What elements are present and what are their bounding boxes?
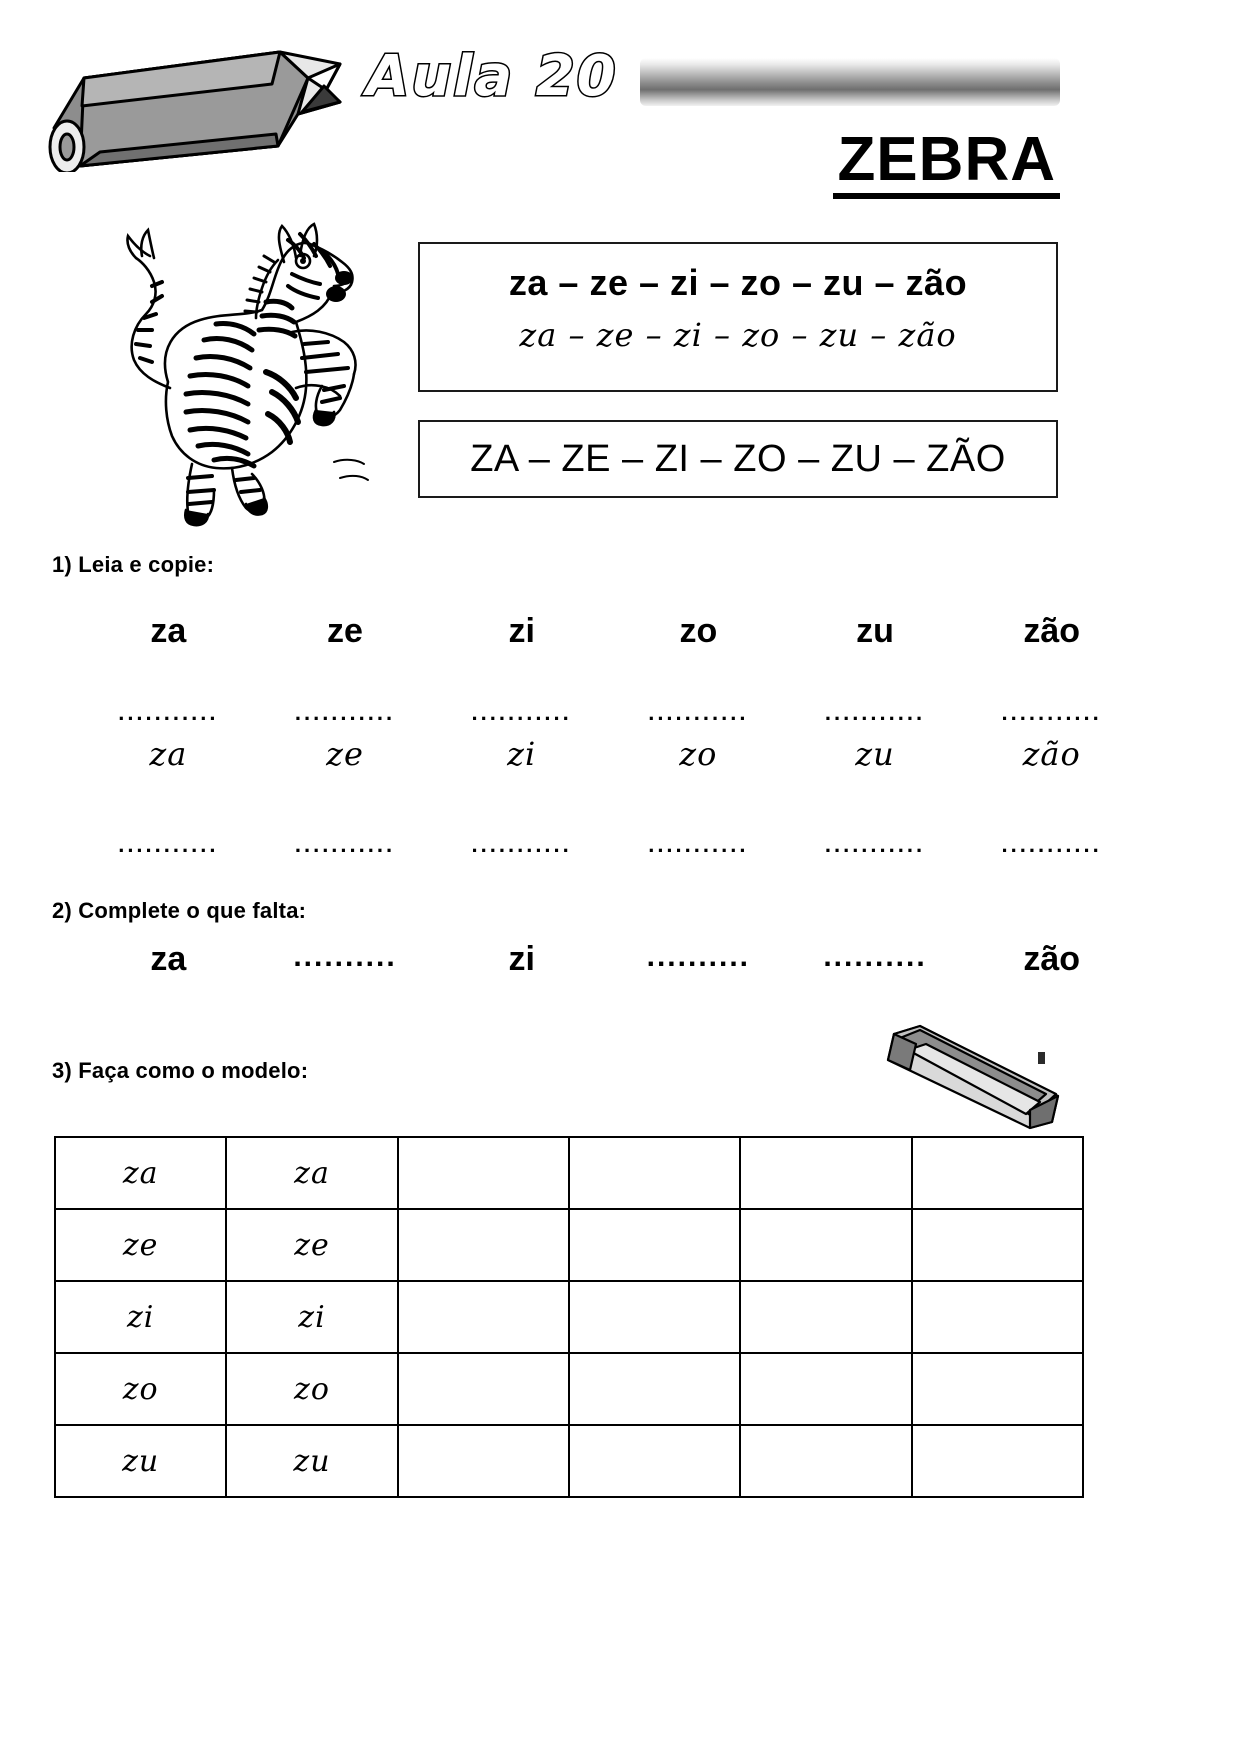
blank-cell[interactable] <box>912 1209 1083 1281</box>
syllable-box-uppercase <box>418 420 1058 498</box>
blank-cell[interactable] <box>912 1137 1083 1209</box>
syllable-print: zão <box>1023 612 1080 650</box>
syllable-blank[interactable]: .......... <box>293 940 397 973</box>
syllable-cursive: zão <box>1022 735 1081 773</box>
writing-line[interactable]: ........... <box>118 700 219 725</box>
table-row <box>55 1209 1083 1281</box>
syllable-print: ze <box>327 612 363 650</box>
exercise-1-writing-line-row-1 <box>80 700 1140 726</box>
syllable-row-print-upper: ZA – ZE – ZI – ZO – ZU – ZÃO <box>470 438 1006 480</box>
blank-cell[interactable] <box>912 1281 1083 1353</box>
blank-cell[interactable] <box>740 1209 911 1281</box>
blank-cell[interactable] <box>569 1209 740 1281</box>
syllable-box-lowercase <box>418 242 1058 392</box>
syllable-blank[interactable]: .......... <box>646 940 750 973</box>
copy-cell: za <box>226 1137 397 1209</box>
syllable-print: zo <box>679 612 718 650</box>
model-cell: zi <box>55 1281 226 1353</box>
blank-cell[interactable] <box>398 1281 569 1353</box>
writing-line[interactable]: ........... <box>294 832 396 857</box>
model-practice-table <box>54 1136 1084 1498</box>
blank-cell[interactable] <box>912 1425 1083 1497</box>
blank-cell[interactable] <box>912 1353 1083 1425</box>
model-cell: ze <box>55 1209 226 1281</box>
copy-cell: zi <box>226 1281 397 1353</box>
syllable-print: zi <box>508 612 535 650</box>
syllable-print: zu <box>856 612 894 650</box>
table-row <box>55 1425 1083 1497</box>
page-title: ZEBRA <box>833 128 1060 199</box>
table-row <box>55 1137 1083 1209</box>
exercise-1-print-row <box>80 612 1140 651</box>
blank-cell[interactable] <box>398 1209 569 1281</box>
writing-line[interactable]: ........... <box>1001 700 1102 725</box>
pencil-icon <box>40 42 370 172</box>
syllable-cursive: zi <box>507 735 537 773</box>
copy-cell: zo <box>226 1353 397 1425</box>
syllable-given: za <box>150 940 187 978</box>
syllable-blank[interactable]: .......... <box>823 940 927 973</box>
syllable-print: za <box>150 612 187 650</box>
syllable-given: zi <box>508 940 535 978</box>
copy-cell: ze <box>226 1209 397 1281</box>
blank-cell[interactable] <box>740 1281 911 1353</box>
exercise-1-label: 1) Leia e copie: <box>52 552 215 577</box>
pencil-icon <box>880 1022 1070 1132</box>
blank-cell[interactable] <box>569 1425 740 1497</box>
blank-cell[interactable] <box>398 1425 569 1497</box>
writing-line[interactable]: ........... <box>294 700 396 725</box>
blank-cell[interactable] <box>569 1137 740 1209</box>
blank-cell[interactable] <box>569 1281 740 1353</box>
exercise-1-writing-line-row-2 <box>80 832 1140 858</box>
writing-line[interactable]: ........... <box>824 700 926 725</box>
table-row <box>55 1353 1083 1425</box>
blank-cell[interactable] <box>398 1137 569 1209</box>
writing-line[interactable]: ........... <box>118 832 219 857</box>
blank-cell[interactable] <box>740 1137 911 1209</box>
writing-line[interactable]: ........... <box>648 832 749 857</box>
writing-line[interactable]: ........... <box>1001 832 1102 857</box>
syllable-cursive: zu <box>855 735 895 773</box>
writing-line[interactable]: ........... <box>471 700 572 725</box>
zebra-illustration <box>96 182 382 527</box>
syllable-given: zão <box>1023 940 1080 978</box>
blank-cell[interactable] <box>569 1353 740 1425</box>
blank-cell[interactable] <box>398 1353 569 1425</box>
syllable-cursive: za <box>149 735 188 773</box>
blank-cell[interactable] <box>740 1353 911 1425</box>
writing-line[interactable]: ........... <box>648 700 749 725</box>
syllable-row-print-lower: za – ze – zi – zo – zu – zão <box>508 262 968 303</box>
model-cell: zu <box>55 1425 226 1497</box>
exercise-3-label: 3) Faça como o modelo: <box>52 1058 309 1083</box>
header-gray-bar <box>640 58 1060 106</box>
exercise-1-cursive-row <box>80 735 1140 773</box>
model-cell: za <box>55 1137 226 1209</box>
exercise-2-row <box>80 940 1140 979</box>
syllable-cursive: ze <box>326 735 364 773</box>
lesson-title: Aula 20 <box>366 44 618 109</box>
copy-cell: zu <box>226 1425 397 1497</box>
syllable-row-cursive-lower: za – ze – zi – zo – zu – zão <box>519 316 957 354</box>
writing-line[interactable]: ........... <box>824 832 926 857</box>
exercise-2-label: 2) Complete o que falta: <box>52 898 307 923</box>
blank-cell[interactable] <box>740 1425 911 1497</box>
syllable-cursive: zo <box>679 735 718 773</box>
writing-line[interactable]: ........... <box>471 832 572 857</box>
model-cell: zo <box>55 1353 226 1425</box>
table-row <box>55 1281 1083 1353</box>
